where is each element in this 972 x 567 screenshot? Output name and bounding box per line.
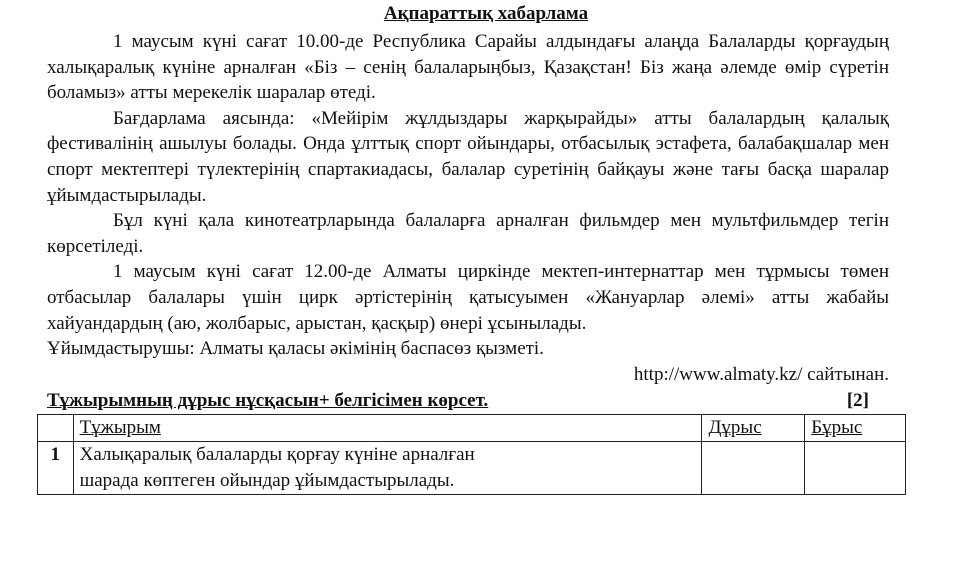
task-instruction: Тұжырымның дұрыс нұсқасын+ белгісімен көрсет. [47, 390, 489, 411]
row-statement [73, 442, 702, 495]
source-line: http://www.almaty.kz/ сайтынан. [633, 363, 889, 385]
correct-answer-cell[interactable] [702, 442, 805, 495]
paragraph-3: Бұл күні қала кинотеатрларында балаларға арналған фильмдер мен мультфильмдер тегін көрсетіледі. [47, 210, 889, 257]
row-number: 1 [38, 442, 74, 495]
table-header-row [38, 415, 906, 442]
task-points: [2] [846, 390, 869, 411]
document-title: Ақпараттық хабарлама [383, 3, 589, 24]
task-line [47, 389, 869, 413]
header-wrong: Бұрыс [805, 415, 906, 442]
wrong-answer-cell[interactable] [805, 442, 906, 495]
header-correct: Дұрыс [702, 415, 805, 442]
header-number [38, 415, 74, 442]
answer-table [37, 414, 906, 495]
paragraph-4: 1 маусым күні сағат 12.00-де Алматы циркінде мектеп-интернаттар мен тұрмысы төмен отбасылар балалары үшін цирк әртістерінің қатысуымен «Жануарлар әлемі» атты жабайы хайуандардың (аю, жолбарыс, арыстан, қасқыр) өнері ұсынылады. [47, 261, 889, 334]
paragraph-2: Бағдарлама аясында: «Мейірім жұлдыздары жарқырайды» атты балалардың қалалық фестивалінің ашылуы болады. Онда ұлттық спорт ойындары, отбасылық эстафета, балабақшалар мен спорт мектептері түлектерінің спартакиадасы, балалар суретінің байқауы және тағы басқа шаралар ұйымдастырылады. [47, 107, 889, 206]
table-row [38, 442, 906, 495]
header-statement: Тұжырым [73, 415, 702, 442]
organizer-line: Ұйымдастырушы: Алматы қаласы әкімінің баспасөз қызметі. [47, 338, 544, 360]
document-body [47, 29, 889, 387]
paragraph-1: 1 маусым күні сағат 10.00-де Республика Сарайы алдындағы алаңда Балаларды қорғаудың халықаралық күніне арналған «Біз – сенің балаларыңбыз, Қазақстан! Біз жаңа әлемде өмір сүретін боламыз» атты мерекелік шаралар өтеді. [47, 31, 889, 104]
statement-line-2: шарада көптеген ойындар ұйымдастырылады. [79, 470, 455, 491]
statement-line-1: Халықаралық балаларды қорғау күніне арналған [79, 444, 475, 465]
